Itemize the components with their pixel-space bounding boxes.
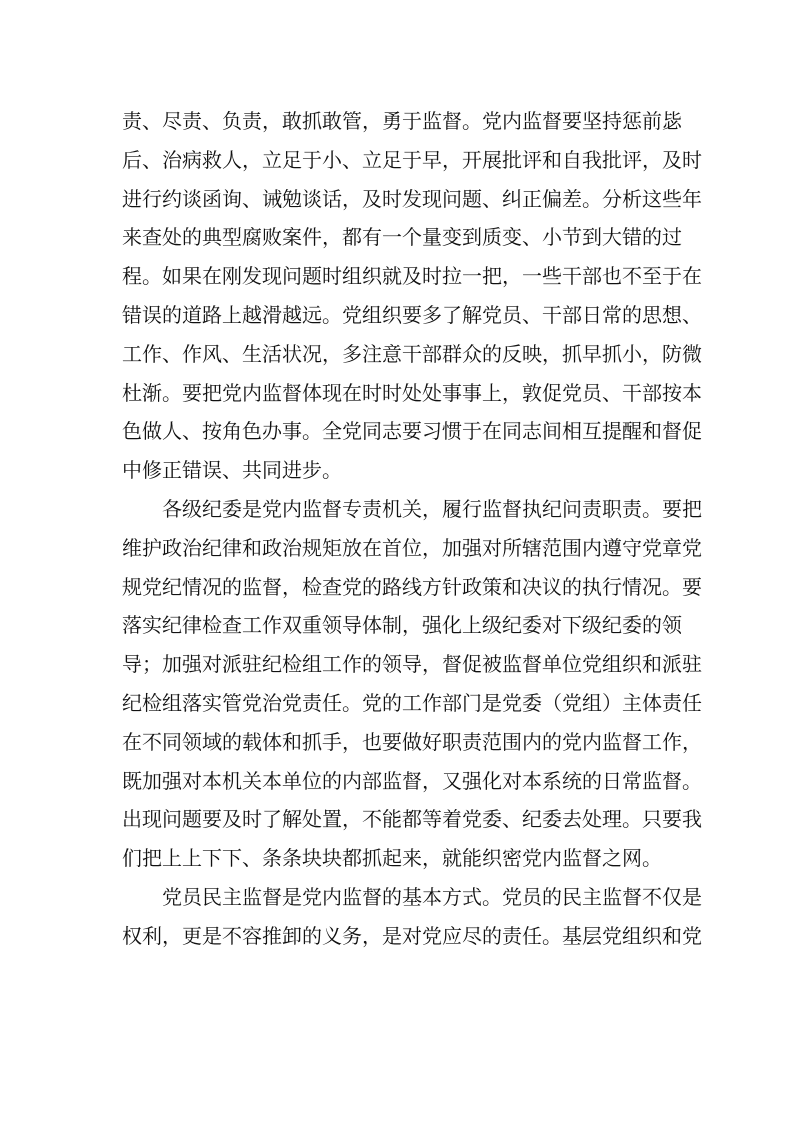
paragraph-first-line: 各级纪委是党内监督专责机关，履行监督执纪问责职责。要把 — [162, 496, 702, 521]
text-line: 权利，更是不容推卸的义务，是对党应尽的责任。基层党组织和党 — [122, 923, 702, 948]
text-line: 来查处的典型腐败案件，都有一个量变到质变、小节到大错的过 — [122, 225, 682, 250]
paragraph-end-line: 们把上上下下、条条块块都抓起来，就能织密党内监督之网。 — [122, 846, 662, 871]
text-line: 纪检组落实管党治党责任。党的工作部门是党委（党组）主体责任 — [122, 690, 702, 715]
text-line: 导；加强对派驻纪检组工作的领导，督促被监督单位党组织和派驻 — [122, 652, 702, 677]
text-line: 杜渐。要把党内监督体现在时时处处事事上，敦促党员、干部按本 — [122, 380, 702, 405]
text-line: 规党纪情况的监督，检查党的路线方针政策和决议的执行情况。要 — [122, 574, 702, 599]
paragraph-end-line: 中修正错误、共同进步。 — [122, 458, 342, 483]
text-line: 进行约谈函询、诫勉谈话，及时发现问题、纠正偏差。分析这些年 — [122, 186, 702, 211]
text-line: 错误的道路上越滑越远。党组织要多了解党员、干部日常的思想、 — [122, 302, 702, 327]
text-line: 出现问题要及时了解处置，不能都等着党委、纪委去处理。只要我 — [122, 807, 702, 832]
text-line: 落实纪律检查工作双重领导体制，强化上级纪委对下级纪委的领 — [122, 613, 682, 638]
text-line: 后、治病救人，立足于小、立足于早，开展批评和自我批评，及时 — [122, 147, 702, 172]
text-line: 程。如果在刚发现问题时组织就及时拉一把，一些干部也不至于在 — [122, 264, 702, 289]
text-line: 工作、作风、生活状况，多注意干部群众的反映，抓早抓小，防微 — [122, 341, 702, 366]
text-line: 责、尽责、负责，敢抓敢管，勇于监督。党内监督要坚持惩前毖 — [122, 109, 682, 133]
text-line: 既加强对本机关本单位的内部监督，又强化对本系统的日常监督。 — [122, 768, 702, 793]
body-text — [122, 102, 702, 956]
text-line: 在不同领域的载体和抓手，也要做好职责范围内的党内监督工作， — [122, 729, 702, 754]
text-line: 维护政治纪律和政治规矩放在首位，加强对所辖范围内遵守党章党 — [122, 535, 702, 560]
paragraph-first-line: 党员民主监督是党内监督的基本方式。党员的民主监督不仅是 — [162, 884, 702, 909]
text-line: 色做人、按角色办事。全党同志要习惯于在同志间相互提醒和督促 — [122, 419, 702, 444]
